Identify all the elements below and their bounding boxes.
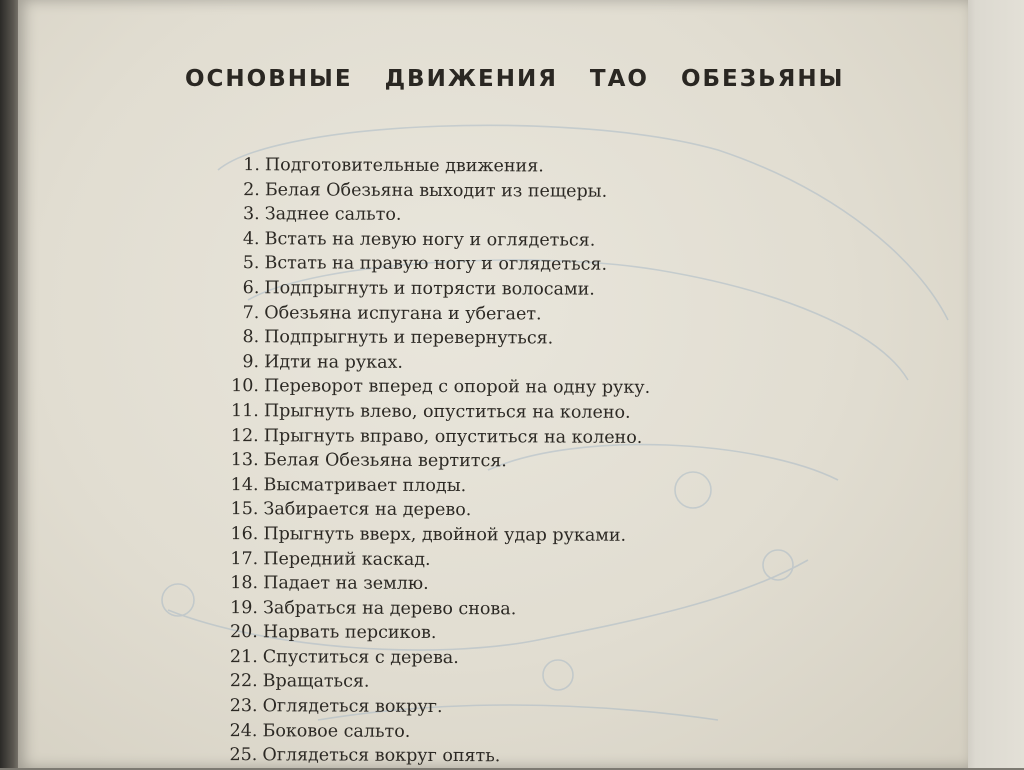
list-item bbox=[211, 301, 650, 328]
list-item bbox=[210, 620, 649, 647]
movements-list bbox=[209, 153, 651, 770]
list-item bbox=[212, 227, 651, 254]
list-item bbox=[212, 153, 651, 180]
item-text: Нарвать персиков. bbox=[262, 622, 437, 644]
item-text: Идти на руках. bbox=[264, 351, 404, 373]
item-number: 6. bbox=[242, 278, 260, 299]
item-text: Прыгнуть вправо, опуститься на колено. bbox=[263, 425, 643, 448]
page-title: ОСНОВНЫЕ ДВИЖЕНИЯ ТАО ОБЕЗЬЯНЫ bbox=[185, 66, 845, 92]
list-item bbox=[210, 546, 649, 573]
list-item bbox=[210, 596, 649, 623]
item-number: 2. bbox=[243, 179, 260, 200]
item-number: 11. bbox=[230, 401, 259, 422]
list-item bbox=[210, 669, 649, 696]
item-text: Заднее сальто. bbox=[264, 204, 402, 226]
item-text: Белая Обезьяна выходит из пещеры. bbox=[264, 179, 608, 202]
item-number: 10. bbox=[231, 376, 260, 397]
item-text: Забраться на дерево снова. bbox=[262, 597, 517, 620]
item-text: Спуститься с дерева. bbox=[262, 647, 459, 668]
item-text: Высматривает плоды. bbox=[263, 474, 467, 496]
list-item bbox=[210, 522, 649, 549]
item-number: 16. bbox=[230, 523, 259, 545]
item-number: 20. bbox=[230, 622, 258, 643]
list-item bbox=[210, 571, 649, 598]
item-text: Боковое сальто. bbox=[262, 720, 411, 742]
item-text: Встать на правую ногу и оглядеться. bbox=[264, 253, 608, 276]
item-text: Падает на землю. bbox=[263, 573, 429, 595]
item-number: 15. bbox=[230, 499, 259, 520]
item-number: 13. bbox=[230, 450, 259, 471]
item-text: Прыгнуть влево, опуститься на колено. bbox=[263, 401, 631, 423]
item-number: 1. bbox=[243, 155, 260, 176]
item-text: Подготовительные движения. bbox=[264, 155, 544, 177]
item-text: Встать на левую ногу и оглядеться. bbox=[264, 229, 596, 251]
item-number: 19. bbox=[230, 597, 259, 618]
list-item bbox=[210, 694, 649, 721]
item-text: Обезьяна испугана и убегает. bbox=[264, 302, 542, 325]
item-number: 4. bbox=[242, 228, 260, 249]
list-item bbox=[209, 743, 648, 770]
item-number: 9. bbox=[242, 351, 260, 372]
item-text: Подпрыгнуть и потрясти волосами. bbox=[264, 278, 595, 300]
item-number: 8. bbox=[242, 327, 260, 348]
item-number: 3. bbox=[242, 204, 260, 225]
item-number: 14. bbox=[230, 474, 259, 495]
list-item bbox=[211, 448, 650, 475]
list-item bbox=[210, 645, 649, 672]
item-text: Передний каскад. bbox=[263, 548, 431, 570]
item-text: Вращаться. bbox=[262, 671, 370, 693]
list-item bbox=[211, 325, 650, 352]
list-item bbox=[211, 399, 650, 426]
item-text: Переворот вперед с опорой на одну руку. bbox=[263, 376, 651, 399]
item-text: Прыгнуть вверх, двойной удар руками. bbox=[263, 524, 627, 546]
item-number: 18. bbox=[230, 573, 259, 594]
item-number: 7. bbox=[242, 302, 260, 323]
item-text: Подпрыгнуть и перевернуться. bbox=[264, 327, 554, 349]
list-item bbox=[211, 276, 650, 303]
item-number: 23. bbox=[229, 696, 258, 717]
item-number: 22. bbox=[229, 671, 258, 692]
item-text: Оглядеться вокруг. bbox=[262, 696, 443, 718]
item-text: Оглядеться вокруг опять. bbox=[262, 745, 501, 767]
item-text: Белая Обезьяна вертится. bbox=[263, 450, 507, 472]
list-item bbox=[210, 473, 649, 500]
item-number: 17. bbox=[230, 548, 259, 569]
item-number: 24. bbox=[229, 720, 258, 741]
item-number: 5. bbox=[242, 253, 260, 274]
list-item bbox=[212, 202, 651, 229]
list-item bbox=[212, 178, 651, 205]
list-item bbox=[211, 350, 650, 377]
list-item bbox=[211, 251, 650, 278]
item-number: 12. bbox=[230, 425, 259, 446]
item-number: 21. bbox=[229, 646, 258, 668]
list-item bbox=[211, 374, 650, 401]
item-text: Забирается на дерево. bbox=[263, 499, 472, 521]
item-number: 25. bbox=[229, 745, 258, 766]
list-item bbox=[211, 424, 650, 451]
list-item bbox=[210, 497, 649, 524]
list-item bbox=[209, 719, 648, 746]
